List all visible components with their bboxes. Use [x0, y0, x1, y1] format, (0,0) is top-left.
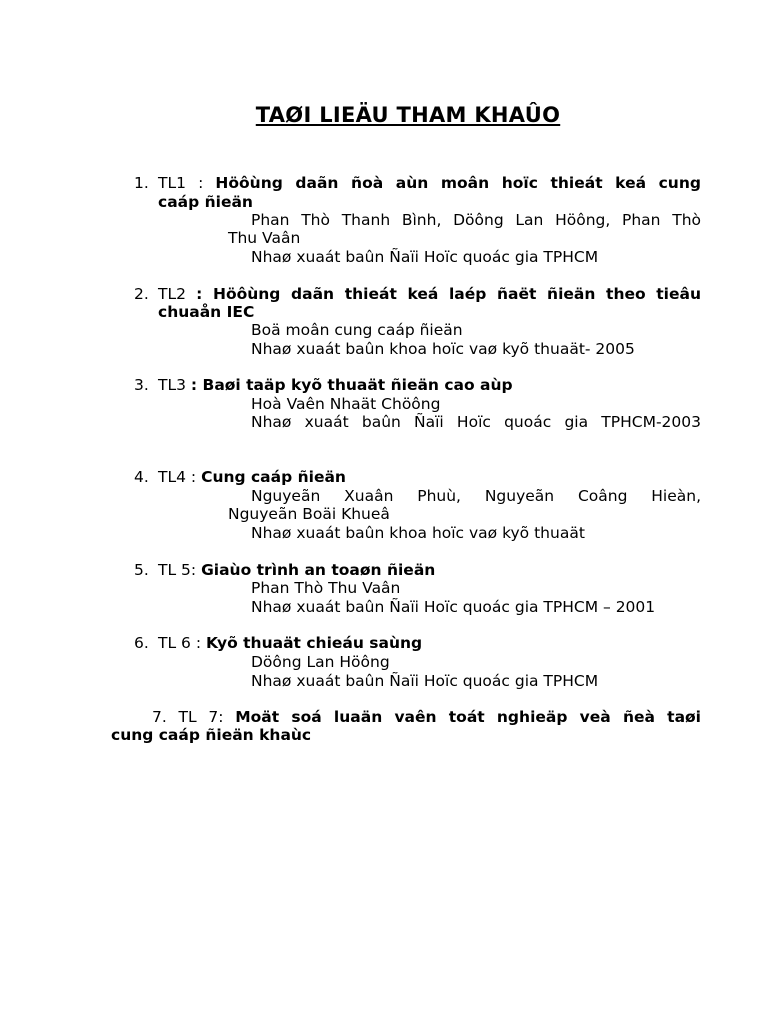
reference-author-continued: Thu Vaân [228, 229, 301, 247]
reference-author: Nguyeãn Xuaân Phuù, Nguyeãn Coâng Hieàn, [251, 487, 701, 505]
reference-tag: TL3 [158, 376, 186, 394]
reference-title: Kyõ thuaät chieáu saùng [205, 634, 423, 652]
reference-tag: TL 5: [158, 561, 197, 579]
reference-title: : Höôùng daãn thieát keá laép ñaët ñieän theo tieâu [196, 285, 701, 303]
reference-heading [158, 376, 513, 395]
reference-number: 3. [134, 376, 149, 394]
reference-tag: TL1 : [158, 174, 204, 192]
reference-title: Giaùo trình an toaøn ñieän [201, 561, 436, 579]
reference-publisher: Nhaø xuaát baûn khoa hoïc vaø kyõ thuaät [251, 524, 585, 542]
reference-author: Phan Thò Thu Vaân [251, 579, 401, 597]
reference-author: Boä moân cung caáp ñieän [251, 321, 463, 339]
reference-tag: TL 7: [178, 708, 224, 726]
reference-heading [158, 561, 435, 580]
reference-publisher: Nhaø xuaát baûn Ñaïi Hoïc quoác gia TPHCM – 2001 [251, 598, 656, 616]
reference-author: Döông Lan Höông [251, 653, 390, 671]
reference-heading [158, 468, 346, 487]
reference-number: 6. [134, 634, 149, 652]
page-title: TAØI LIEÄU THAM KHAÛO [255, 103, 561, 127]
reference-title: : Baøi taäp kyõ thuaät ñieän cao aùp [190, 376, 513, 394]
reference-author-continued: Nguyeãn Boäi Khueâ [228, 505, 390, 523]
reference-title-continued: chuaån IEC [158, 303, 255, 321]
reference-tag: TL2 [158, 285, 186, 303]
reference-heading [158, 634, 422, 653]
reference-number: 1. [134, 174, 149, 192]
reference-title-continued: cung caáp ñieän khaùc [111, 726, 312, 744]
reference-title: Höôùng daãn ñoà aùn moân hoïc thieát keá cung [215, 174, 701, 192]
reference-title: Moät soá luaän vaên toát nghieäp veà ñeà taøi [235, 708, 701, 726]
reference-publisher: Nhaø xuaát baûn Ñaïi Hoïc quoác gia TPHCM [251, 672, 599, 690]
reference-publisher: Nhaø xuaát baûn khoa hoïc vaø kyõ thuaät- 2005 [251, 340, 635, 358]
reference-number: 4. [134, 468, 149, 486]
reference-number: 7. [152, 708, 167, 726]
reference-title-continued: caáp ñieän [158, 193, 253, 211]
reference-author: Phan Thò Thanh Bình, Döông Lan Höông, Phan Thò [251, 211, 701, 229]
reference-tag: TL 6 : [158, 634, 202, 652]
reference-author: Hoà Vaên Nhaät Chöông [251, 395, 441, 413]
reference-publisher: Nhaø xuaát baûn Ñaïi Hoïc quoác gia TPHCM-2003 [251, 413, 701, 431]
reference-number: 2. [134, 285, 149, 303]
reference-heading [158, 174, 701, 193]
reference-tag: TL4 : [158, 468, 197, 486]
reference-publisher: Nhaø xuaát baûn Ñaïi Hoïc quoác gia TPHCM [251, 248, 599, 266]
reference-title: Cung caáp ñieän [201, 468, 346, 486]
reference-number: 5. [134, 561, 149, 579]
reference-heading [158, 285, 701, 304]
reference-heading [152, 708, 701, 727]
